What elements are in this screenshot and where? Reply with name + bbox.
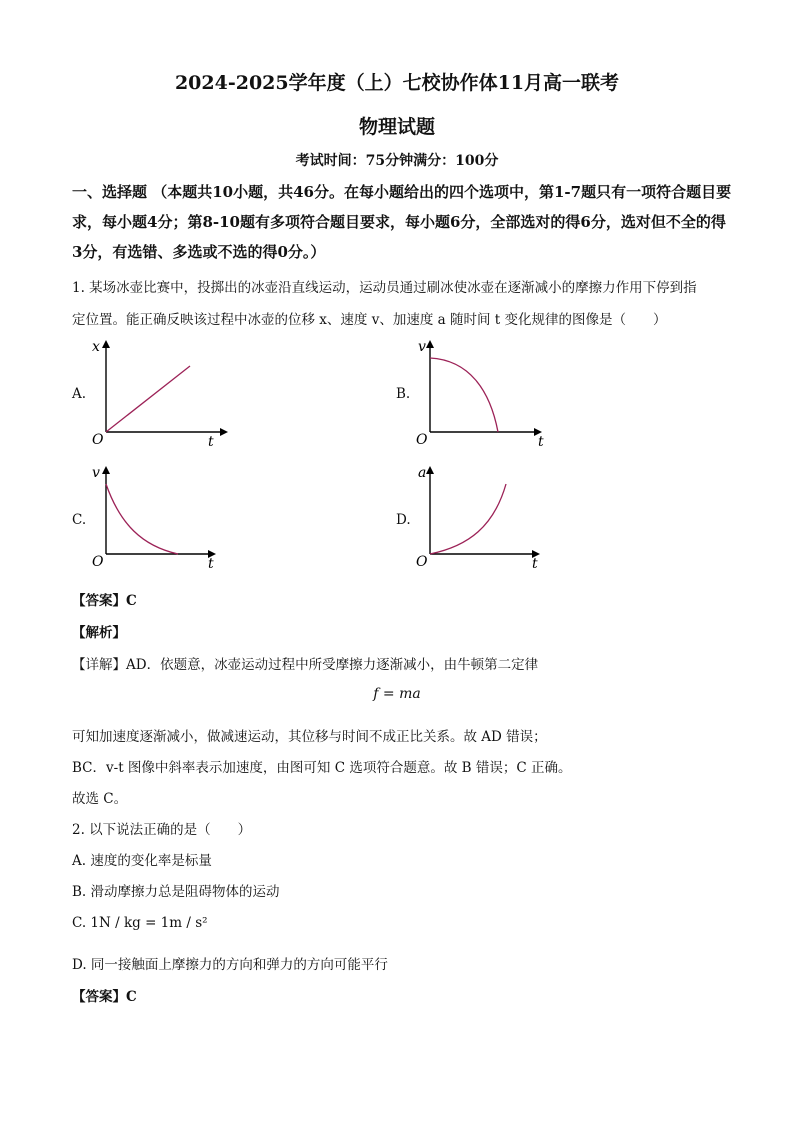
- graph-d-y-label: a: [418, 465, 427, 481]
- q1-graph-a: [90, 338, 230, 448]
- graph-d-origin: O: [416, 554, 428, 570]
- graph-d-x-label: t: [532, 556, 538, 572]
- q1-detail-line1: 【详解】AD．依题意，冰壶运动过程中所受摩擦力逐渐减小，由牛顿第二定律: [72, 657, 539, 673]
- graph-a-curve: [106, 366, 190, 432]
- q2-option-c: C. 1N / kg = 1m / s²: [72, 915, 208, 931]
- x-axis-arrow-icon: [220, 428, 228, 436]
- exam-title: 2024-2025学年度（上）七校协作体11月高一联考: [174, 72, 620, 94]
- graph-c-x-label: t: [208, 556, 214, 572]
- q2-option-d: D. 同一接触面上摩擦力的方向和弹力的方向可能平行: [72, 957, 388, 973]
- graph-b-curve: [430, 358, 498, 432]
- q1-stem-line1: 1. 某场冰壶比赛中，投掷出的冰壶沿直线运动，运动员通过刷冰使冰壶在逐渐减小的摩擦力作用下停到指: [72, 280, 697, 296]
- q2-option-a: A. 速度的变化率是标量: [72, 853, 212, 869]
- graph-a-y-label: x: [92, 339, 100, 355]
- subject-title: 物理试题: [358, 116, 435, 138]
- q1-conclusion: 故选 C。: [72, 791, 128, 807]
- section-heading: 一、选择题 （本题共10小题，共46分。在每小题给出的四个选项中，第1-7题只有一项符合题目要求，每小题4分；第8-10题有多项符合题目要求，每小题6分，全部选对的得6分，选对但不全的得3分，有选错、多选或不选的得0分。）: [72, 183, 732, 261]
- y-axis-arrow-icon: [426, 340, 434, 348]
- graph-b-origin: O: [416, 432, 428, 448]
- graph-b-y-label: v: [418, 339, 426, 355]
- q1-answer: 【答案】C: [72, 593, 137, 609]
- q2-stem: 2. 以下说法正确的是（ ）: [72, 822, 252, 838]
- q1-option-d-label: D.: [396, 512, 411, 528]
- q1-graph-c: [90, 464, 230, 574]
- q1-detail-line3: BC．v-t 图像中斜率表示加速度，由图可知 C 选项符合题意。故 B 错误；C 正确。: [72, 760, 572, 776]
- q1-stem-line2: 定位置。能正确反映该过程中冰壶的位移 x、速度 v、加速度 a 随时间 t 变化规律的图像是（ ）: [72, 312, 667, 328]
- q1-detail-line2: 可知加速度逐渐减小，做减速运动，其位移与时间不成正比关系。故 AD 错误；: [72, 729, 547, 745]
- q1-option-a-label: A.: [72, 386, 87, 402]
- q1-graph-b: [414, 338, 554, 448]
- q1-graph-d: [414, 464, 554, 574]
- q2-option-b: B. 滑动摩擦力总是阻碍物体的运动: [72, 884, 280, 900]
- graph-d-curve: [430, 484, 506, 554]
- graph-a-x-label: t: [208, 434, 214, 450]
- q1-analysis-label: 【解析】: [72, 625, 126, 641]
- graph-a-origin: O: [92, 432, 104, 448]
- graph-b-x-label: t: [538, 434, 544, 450]
- graph-c-origin: O: [92, 554, 104, 570]
- q2-answer: 【答案】C: [72, 989, 137, 1005]
- q1-option-c-label: C.: [72, 512, 87, 528]
- q1-formula: f = ma: [373, 686, 421, 702]
- graph-c-curve: [106, 484, 178, 554]
- exam-info: 考试时间：75分钟满分：100分: [295, 153, 499, 169]
- q1-option-b-label: B.: [396, 386, 411, 402]
- graph-c-y-label: v: [92, 465, 100, 481]
- y-axis-arrow-icon: [102, 340, 110, 348]
- y-axis-arrow-icon: [426, 466, 434, 474]
- y-axis-arrow-icon: [102, 466, 110, 474]
